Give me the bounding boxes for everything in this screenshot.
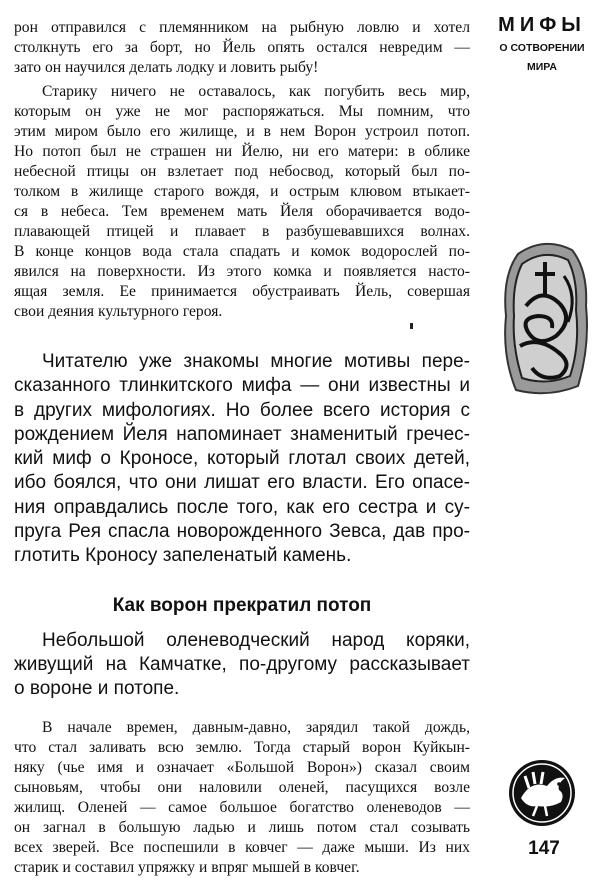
- text-line: плавающей птицей и плавает в разбушевавшихся волнах.: [14, 223, 470, 240]
- text-line: сказанного тлинкитского мифа — они известны и: [14, 375, 470, 397]
- text-line: столкнуть его за борт, но Йель опять остался невредим —: [14, 39, 470, 56]
- text-line: Старику ничего не оставалось, как погубить весь мир,: [42, 83, 470, 100]
- text-line: В начале времен, давным-давно, зарядил такой дождь,: [42, 718, 470, 736]
- text-line: В конце концов вода стала спадать и комок водорослей по-: [14, 243, 470, 260]
- running-head-title: МИФЫ: [498, 14, 586, 36]
- text-line: этим миром было его жилище, и в нем Ворон устроил потоп.: [14, 123, 470, 140]
- text-line: свои деяния культурного героя.: [14, 303, 223, 320]
- text-line: о вороне и потопе.: [14, 678, 180, 700]
- paragraph-2: [14, 82, 470, 322]
- text-line: он загнал в большую ладью и лишь потом стал созывать: [14, 818, 470, 836]
- running-head: [490, 12, 594, 76]
- paragraph-1: [14, 18, 470, 78]
- text-line: Но потоп был не страшен ни Йелю, ни его матери: в облике: [14, 143, 470, 160]
- paragraph-4: [14, 629, 470, 702]
- text-line: явился на поверхности. Из этого комка и появляется насто-: [14, 263, 470, 280]
- text-line: пруга Рея спасла новорожденного Зевса, дав про-: [14, 521, 470, 543]
- text-line: няку (чье имя и означает «Большой Ворон») сказал своим: [14, 758, 470, 776]
- page-number: 147: [528, 838, 560, 859]
- text-line: Читателю уже знакомы многие мотивы пере-: [42, 351, 470, 372]
- paragraph-5: [14, 718, 470, 878]
- running-head-subtitle: О СОТВОРЕНИИ: [499, 42, 585, 54]
- text-line: ибо боялся, что они лишат его власти. Его опасе-: [14, 472, 470, 494]
- text-line: ния оправдались после того, как его сестра и су-: [14, 496, 470, 518]
- text-line: которым он уже не мог распоряжаться. Мы помним, что: [14, 103, 470, 120]
- text-line: рождением Йеля напоминает знаменитый гречес-: [14, 423, 470, 445]
- section-heading: Как ворон прекратил потоп: [112, 594, 372, 616]
- text-line: рон отправился с племянником на рыбную ловлю и хотел: [14, 19, 470, 36]
- text-line: в других мифологиях. Но более всего история с: [14, 399, 470, 421]
- text-line: ящая земля. Ее принимается обустраивать Йель, совершая: [14, 283, 470, 300]
- text-line: сыновьям, чтобы они наловили оленей, пасущихся возле: [14, 778, 470, 796]
- text-column: [14, 18, 470, 878]
- print-mark: [410, 323, 413, 329]
- bird-medallion-illustration: [507, 758, 577, 828]
- text-line: живущий на Камчатке, по-другому рассказывает: [14, 653, 470, 675]
- paragraph-3: [14, 350, 470, 569]
- text-line: всех зверей. Все поспешили в ковчег — даже мыши. Из них: [14, 838, 470, 856]
- text-line: глотить Кроносу запеленатый камень.: [14, 545, 352, 567]
- text-line: толком в жилище старого вождя, и острым клювом втыкает-: [14, 183, 470, 200]
- text-line: старик и составил упряжку и впряг мышей в ковчег.: [14, 858, 360, 876]
- running-head-subtitle-2: МИРА: [527, 61, 557, 73]
- text-line: жилищ. Оленей — самое большое богатство оленеводов —: [14, 798, 470, 816]
- text-line: небесной птицы он взлетает под небосвод, который был по-: [14, 163, 470, 180]
- text-line: Небольшой оленеводческий народ коряки,: [42, 629, 470, 651]
- text-line: кий миф о Кроносе, который глотал своих детей,: [14, 448, 470, 470]
- text-line: что стал заливать всю землю. Тогда старый ворон Куйкын-: [14, 738, 470, 756]
- text-line: ся в небеса. Тем временем мать Йеля оборачивается водо-: [14, 203, 470, 220]
- runestone-illustration: [498, 236, 592, 400]
- text-line: зато он научился делать лодку и ловить рыбу!: [14, 59, 319, 76]
